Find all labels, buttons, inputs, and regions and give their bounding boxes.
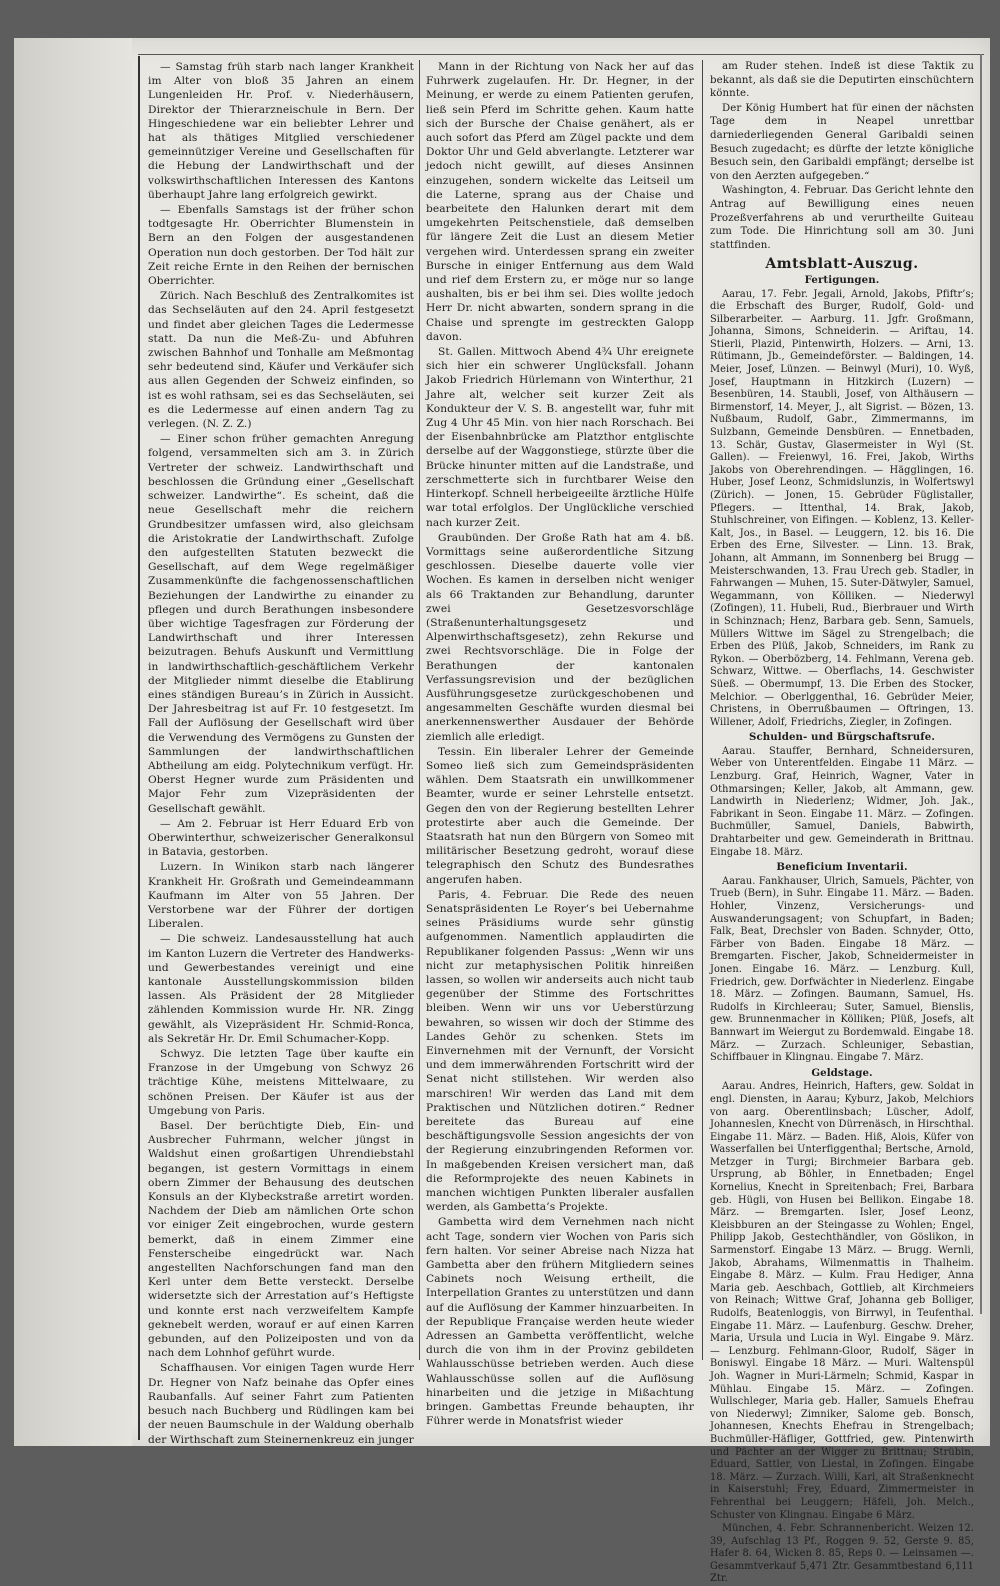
article-paragraph: Paris, 4. Februar. Die Rede des neuen Senatspräsidenten Le Royer’s bei Uebernahme seines Präsidiums wurde sehr günstig aufgenommen. Namentlich applaudirten die Republikaner folgenden Passus: „Wenn wir uns nicht zur metaphysischen Politik hinreißen lassen, so wollen wir anderseits auch nicht taub gegenüber der Stimme des Fortschrittes bleiben. Wenn wir uns vor Ueberstürzung bewahren, so wissen wir doch der Stimme des Landes Gehör zu schenken. Stets im Einvernehmen mit der Vernunft, der Vorsicht und dem immerwährenden Fortschritt wird der Senat nicht stillstehen. Wir werden also marschiren! Wir werden das Land mit dem Praktischen und Nützlichen dotiren.“ Redner bereitete das Bureau auf eine beschäftigungsvolle Session angesichts der von der Regierung einzubringenden Reformen vor. In maßgebenden Kreisen versichert man, daß die Reformprojekte des neuen Kabinets in manchen wichtigen Punkten liberaler ausfallen werden, als Gambetta’s Projekte.: [426, 888, 694, 1214]
notice-paragraph: Aarau. Fankhauser, Ulrich, Samuels, Pächter, von Trueb (Bern), in Suhr. Eingabe 11. März. — Baden. Hohler, Vinzenz, Versicherungs- und Auswanderungsagent; von Schupfart, in Baden; Falk, Beat, Drechsler von Baden. Schnyder, Otto, Färber von Baden. Eingabe 18 März. — Bremgarten. Fischer, Jakob, Schneidermeister in Jonen. Eingabe 16. März. — Lenzburg. Kull, Friedrich, gew. Dorfwächter in Niederlenz. Eingabe 18. März. — Zofingen. Baumann, Samuel, Hs. Rudolfs in Kirchleerau; Suter, Samuel, Bienslis, gew. Brunnenmacher in Kölliken; Plüß, Josefs, alt Bannwart im Weiergut zu Bordemwald. Eingabe 18. März. — Zurzach. Schleuniger, Sebastian, Schiffbauer in Klingnau. Eingabe 7. März.: [710, 875, 974, 1064]
left-border-rule: [138, 56, 140, 1440]
market-report: München, 4. Febr. Schrannenbericht. Weizen 12. 39, Aufschlag 13 Pf., Roggen 9. 52, Gerste 9. 85, Hafer 8. 64, Wicken 8. 85, Reps 0. — Leinsamen —. Gesammtverkauf 5,471 Ztr. Gesammtbestand 6,111 Ztr.: [710, 1523, 974, 1585]
subsection-heading: Beneficium Inventarii.: [776, 861, 908, 874]
article-paragraph: Mann in der Richtung von Nack her auf das Fuhrwerk zugelaufen. Hr. Dr. Hegner, in der Meinung, er werde zu einem Patienten gerufen, ließ sein Pferd im Schritte gehen. Kaum hatte sich der Bursche der Chaise genähert, als er auch sofort das Pferd am Zügel packte und dem Doktor Uhr und Geld abverlangte. Letzterer war jedoch nicht gewillt, auf dieses Ansinnen einzugehen, sondern wickelte das Leitseil um die Laterne, sprang aus der Chaise und bearbeitete den Halunken derart mit dem umgekehrten Peitschenstiele, daß demselben für längere Zeit die Lust an diesem Metier vergehen wird. Unterdessen sprang ein zweiter Bursche in einiger Entfernung aus dem Wald und rief dem Erstern zu, er möge nur so lange aushalten, bis er bei ihm sei. Dies wollte jedoch Herr Dr. nicht abwarten, sondern sprang in die Chaise und sprengte im gestreckten Galopp davon.: [426, 61, 694, 343]
notice-paragraph: Aarau. Stauffer, Bernhard, Schneidersuren, Weber von Unterentfelden. Eingabe 11 März. — Lenzburg. Graf, Heinrich, Wagner, Vater in Othmarsingen; Keller, Jakob, alt Ammann, gew. Landwirth in Niederlenz; Widmer, Joh. Jak., Fabrikant in Seon. Eingabe 11. März. — Zofingen. Buchmüller, Samuel, Daniels, Babwirth, Drahtarbeiter und gew. Gemeinderath in Brittnau. Eingabe 18. März.: [710, 745, 974, 858]
page-gutter: [14, 38, 132, 1446]
article-paragraph: Basel. Der berüchtigte Dieb, Ein- und Ausbrecher Fuhrmann, welcher jüngst in Waldshut einen großartigen Uhrendiebstahl begangen, ist gestern Vormittags in einem obern Zimmer der Behausung des deutschen Konsuls an der Klybeckstraße arretirt worden. Nachdem der Dieb am nämlichen Orte schon vor einiger Zeit eingebrochen, wurde gestern bemerkt, daß in einem Zimmer eine Fensterscheibe eingedrückt war. Nach angestellten Nachforschungen fand man den Kerl unter dem Bette versteckt. Derselbe widersetzte sich der Arrestation auf’s Heftigste und konnte erst nach verzweifeltem Kampfe geknebelt werden, worauf er auf einen Karren gebunden, auf den Polizeiposten und von da nach dem Lohnhof geführt wurde.: [148, 1120, 414, 1360]
article-paragraph: — Einer schon früher gemachten Anregung folgend, versammelten sich am 3. in Zürich Vertreter der schweiz. Landwirthschaft und beschlossen die Gründung einer „Gesellschaft schweizer. Landwirthe“. Es scheint, daß die neue Gesellschaft mehr die reichern Grundbesitzer umfassen wird, also gleichsam die Aristokratie der Landwirthschaft. Zufolge den aufgestellten Statuten bezweckt die Gesellschaft, auf dem Wege regelmäßiger Zusammenkünfte die fachgenossenschaftlichen Beziehungen der Landwirthe zu einander zu pflegen und durch Berathungen insbesondere über wichtige Tagesfragen zur Förderung der Landwirthschaft und ihrer Interessen beizutragen. Behufs Auskunft und Vermittlung in landwirthschaftlich-geschäftlichem Verkehr der Mitglieder nimmt dieselbe die Etablirung eines ständigen Bureau’s in Zürich in Aussicht. Der Jahresbeitrag ist auf Fr. 10 festgesetzt. Im Fall der Auflösung der Gesellschaft wird über die Verwendung des Vermögens zu Gunsten der Sammlungen der landwirthschaftlichen Abtheilung am eidg. Polytechnikum verfügt. Hr. Oberst Hegner wurde zum Präsidenten und Major Fehr zum Vizepräsidenten der Gesellschaft gewählt.: [148, 433, 414, 815]
article-paragraph: — Am 2. Februar ist Herr Eduard Erb von Oberwinterthur, schweizerischer Generalkonsul in Batavia, gestorben.: [148, 817, 414, 859]
column-2: [426, 60, 694, 1440]
section-heading: Amtsblatt-Auszug.: [765, 256, 919, 273]
article-paragraph: Zürich. Nach Beschluß des Zentralkomites ist das Sechseläuten auf den 24. April festgesetzt und findet aber gleichen Tages die Ledermesse statt. Da nun die Meß-Zu- und Abfuhren zwischen Bahnhof und Tonhalle am Meßmontag sehr bedeutend sind, Käufer und Verkäufer sich aus allen Gegenden der Schweiz einfinden, so ist es wohl rathsam, sei es das Sechseläuten, sei es die Ledermesse auf einen andern Tag zu verlegen. (N. Z. Z.): [148, 290, 414, 431]
article-paragraph: — Ebenfalls Samstags ist der früher schon todtgesagte Hr. Oberrichter Blumenstein in Bern an den Folgen der ausgestandenen Operation nun doch gestorben. Der Tod hält zur Zeit reiche Ernte in den Reihen der bernischen Oberrichter.: [148, 204, 414, 288]
article-paragraph: Washington, 4. Februar. Das Gericht lehnte den Antrag auf Bewilligung eines neuen Prozeßverfahrens ab und verurtheilte Guiteau zum Tode. Die Hinrichtung soll am 30. Juni stattfinden.: [710, 185, 974, 251]
article-paragraph: am Ruder stehen. Indeß ist diese Taktik zu bekannt, als daß sie die Deputirten einschüchtern könnte.: [710, 61, 974, 100]
top-border-rule: [138, 54, 984, 55]
notice-paragraph: Aarau. Andres, Heinrich, Hafters, gew. Soldat in engl. Diensten, in Aarau; Kyburz, Jakob, Melchiors von aarg. Oberentlinsbach; Lüscher, Adolf, Johanneslen, Knecht von Dürrenäsch, in Hirschthal. Eingabe 11. März. — Baden. Hiß, Alois, Küfer von Wasserfallen bei Unterfiggenthal; Bertsche, Arnold, Metzger in Turgi; Birchmeier Barbara geb. Ursprung, ab Böhler, in Ennetbaden; Engel Kornelius, Knecht in Spreitenbach; Frei, Barbara geb. Hügli, von Husen bei Bellikon. Eingabe 18. März. — Bremgarten. Isler, Josef Leonz, Kleisbburen an der Steingasse zu Wohlen; Engel, Philipp Jakob, Gestechthändler, von Göslikon, in Sarmenstorf. Eingabe 13 März. — Brugg. Wernli, Jakob, Abrahams, Wilmenmattis in Thalheim. Eingabe 8. März. — Kulm. Frau Hediger, Anna Maria geb. Aeschbach, Gottlieb, alt Kirchmeiers von Reinach; Wittwe Graf, Johanna geb Bolliger, Rudolfs, Beatenloggis, von Birrwyl, in Teufenthal. Eingabe 11. März. — Laufenburg. Geschw. Dreher, Maria, Ursula und Lucia in Wyl. Eingabe 9. März. — Lenzburg. Fehlmann-Gloor, Rudolf, Säger in Boniswyl. Eingabe 18 März. — Muri. Waltenspül Joh. Wagner in Muri-Lärmeln; Schmid, Kaspar in Mühlau. Eingabe 15. März. — Zofingen. Wullschleger, Maria geb. Haller, Samuels Ehefrau von Niederwyl; Zimniker, Salome geb. Bonsch, Johannesen, Knechts Ehefrau in Strengelbach; Buchmüller-Häfliger, Gottfried, gew. Pintenwirth und Pächter an der Wigger zu Brittnau; Strübin, Eduard, Sattler, von Liestal, in Zofingen. Eingabe 18. März. — Zurzach. Willi, Karl, alt Straßenknecht in Kaiserstuhl; Frey, Eduard, Zimmermeister in Fehrenthal bei Leuggern; Häfeli, Joh. Melch., Schuster von Klingnau. Eingabe 6 März.: [710, 1081, 974, 1521]
article-paragraph: Graubünden. Der Große Rath hat am 4. bß. Vormittags seine außerordentliche Sitzung geschlossen. Dieselbe dauerte volle vier Wochen. Es kamen in derselben nicht weniger als 66 Traktanden zur Behandlung, darunter zwei Gesetzesvorschläge (Straßenunterhaltungsgesetz und Alpenwirthschaftsgesetz), zehn Rekurse und zwei Rechtsvorschläge. Die in Folge der Berathungen der kantonalen Verfassungsrevision und der bezüglichen Ausführungsgesetze zurückgeschobenen und angesammelten Geschäfte wurden diesmal bei anerkennenswerther Ausdauer der Behörde ziemlich alle erledigt.: [426, 531, 694, 743]
article-paragraph: Schwyz. Die letzten Tage über kaufte ein Franzose in der Umgebung von Schwyz 26 trächtige Kühe, meistens Mittelwaare, zu schönen Preisen. Der Käufer ist aus der Umgebung von Paris.: [148, 1048, 414, 1117]
newspaper-page: [14, 38, 990, 1585]
notice-paragraph: Aarau, 17. Febr. Jegali, Arnold, Jakobs, Pfiftr’s; die Erbschaft des Burger, Rudolf, Gold- und Silberarbeiter. — Aarburg. 11. Jgfr. Großmann, Johanna, Simons, Schneiderin. — Ariftau, 14. Stierli, Plazid, Pintenwirth, Holzers. — Arni, 13. Rütimann, Jb., Gemeindeförster. — Baldingen, 14. Meier, Josef, Lünzen. — Beinwyl (Muri), 10. Wyß, Josef, Hauptmann in Hitzkirch (Luzern) — Besenbüren, 14. Staubli, Josef, von Althäusern — Birmenstorf, 14. Meyer, J., alt Sigrist. — Bözen, 13. Nußbaum, Rudolf, Gabr., Zimmermanns, im Sulzbann, Gemeinde Densbüren. — Ennetbaden, 13. Schär, Gustav, Glasermeister in Wyl (St. Gallen). — Freienwyl, 16. Frei, Jakob, Wirths Jakobs von Oberehrendingen. — Hägglingen, 16. Huber, Josef Leonz, Schmidslunzis, in Wolfertswyl (Zürich). — Jonen, 15. Gebrüder Füglistaller, Pflegers. — Ittenthal, 14. Brak, Jakob, Stuhlschreiner, von Eifingen. — Koblenz, 13. Keller-Kalt, Jos., in Basel. — Leuggern, 12. bis 16. Die Erben des Erne, Silvester. — Linn. 13. Brak, Johann, alt Ammann, im Sonnenberg bei Brugg — Meisterschwanden, 13. Frau Urech geb. Stadler, in Fahrwangen — Muhen, 15. Suter-Dätwyler, Samuel, Wegammann, von Kölliken. — Niederwyl (Zofingen), 11. Hubeli, Rud., Bierbrauer und Wirth in Schinznach; Henz, Barbara geb. Senn, Samuels, Müllers Wittwe im Sägel zu Strengelbach; die Erben des Plüß, Jakob, Schneiders, im Rank zu Rykon. — Oberbözberg, 14. Fehlmann, Verena geb. Schwarz, Wittwe. — Oberflachs, 14. Geschwister Süeß. — Obermumpf, 13. Die Erben des Stocker, Melchior. — Oberlggenthal, 16. Gebrüder Meier, Christens, in Oberrußbaumen — Oftringen, 13. Willener, Adolf, Friedrichs, Ziegler, in Zofingen.: [710, 288, 974, 728]
column-divider: [702, 60, 703, 1360]
article-paragraph: Tessin. Ein liberaler Lehrer der Gemeinde Someo ließ sich zum Gemeindspräsidenten wählen. Dem Staatsrath ein unwillkommener Beamter, wurde er seiner Lehrstelle entsetzt. Gegen den von der Regierung bestellten Lehrer protestirte aber auch die Gemeinde. Der Staatsrath hat nun den Bürgern von Someo mit militärischer Besetzung gedroht, worauf diese telegraphisch den Schutz des Bundesrathes angerufen haben.: [426, 745, 694, 886]
subsection-heading: Fertigungen.: [804, 273, 880, 286]
article-paragraph: Luzern. In Winikon starb nach längerer Krankheit Hr. Großrath und Gemeindeammann Kaufmann im Alter von 55 Jahren. Der Verstorbene war der Führer der dortigen Liberalen.: [148, 861, 414, 931]
column-1: [148, 60, 414, 1446]
column-3: [710, 60, 974, 1585]
article-paragraph: — Samstag früh starb nach langer Krankheit im Alter von bloß 35 Jahren an einem Lungenleiden Hr. Prof. v. Niederhäusern, Direktor der Thierarzneischule in Bern. Der Hingeschiedene war ein beliebter Lehrer und hat als thätiges Mitglied verschiedener gemeinnütziger Vereine und Gesellschaften für die Hebung der Landwirthschaft und der volkswirthschaftlichen Interessen des Kantons überhaupt Jahre lang erfolgreich gewirkt.: [148, 61, 414, 201]
subsection-heading: Schulden- und Bürgschaftsrufe.: [749, 731, 935, 744]
article-paragraph: Der König Humbert hat für einen der nächsten Tage dem in Neapel unrettbar darniederliegenden General Garibaldi seinen Besuch zugedacht; es dürfte der letzte königliche Besuch sein, den Garibaldi empfängt; derselbe ist von den Aerzten aufgegeben.“: [710, 102, 974, 182]
right-border-rule: [980, 54, 982, 1314]
subsection-heading: Geldstage.: [811, 1066, 873, 1079]
column-divider: [419, 60, 420, 1360]
article-paragraph: St. Gallen. Mittwoch Abend 4¾ Uhr ereignete sich hier ein schwerer Unglücksfall. Johann Jakob Friedrich Hürlemann von Winterthur, 21 Jahre alt, welcher seit kurzer Zeit als Kondukteur der V. S. B. angestellt war, fuhr mit Zug 4 Uhr 45 Min. von hier nach Rorschach. Bei der Eisenbahnbrücke am Platzthor entglischte derselbe auf der Waggonstiege, stürzte über die Brücke hinunter mitten auf die Landstraße, und zerschmetterte sich in furchtbarer Weise den Hinterkopf. Schnell herbeigeeilte ärztliche Hülfe war total erfolglos. Der Unglückliche verschied nach kurzer Zeit.: [426, 346, 694, 529]
article-paragraph: Gambetta wird dem Vernehmen nach nicht acht Tage, sondern vier Wochen von Paris sich fern halten. Vor seiner Abreise nach Nizza hat Gambetta aber den frühern Mitgliedern seines Cabinets noch Weisung ertheilt, die Interpellation Grantes zu unterstützen und dann auf die Auflösung der Kammer hinzuarbeiten. In der Republique Française werden heute wieder Adressen an Gambetta veröffentlicht, welche durch die von ihm in der Provinz gebildeten Wahlausschüsse betrieben werden. Auch diese Wahlausschüsse sollen auf die Auflösung hinarbeiten und die jetzige in Mißachtung bringen. Gambettas Freunde behaupten, ihr Führer werde in Monatsfrist wieder: [426, 1216, 694, 1428]
article-paragraph: Schaffhausen. Vor einigen Tagen wurde Herr Dr. Hegner von Nafz beinahe das Opfer eines Raubanfalls. Auf seiner Fahrt zum Patienten besuch nach Buchberg und Rüdlingen kam bei der neuen Baumschule in der Waldung oberhalb der Wirthschaft zum Steinernenkreuz ein junger: [148, 1362, 414, 1446]
article-paragraph: — Die schweiz. Landesausstellung hat auch im Kanton Luzern die Vertreter des Handwerks- und Gewerbestandes vereinigt und eine kantonale Ausstellungskommission bilden lassen. Als Präsident der 28 Mitglieder zählenden Kommission wurde Hr. NR. Zingg gewählt, als Vizepräsident Hr. Schmid-Ronca, als Sekretär Hr. Dr. Emil Schumacher-Kopp.: [148, 933, 414, 1045]
